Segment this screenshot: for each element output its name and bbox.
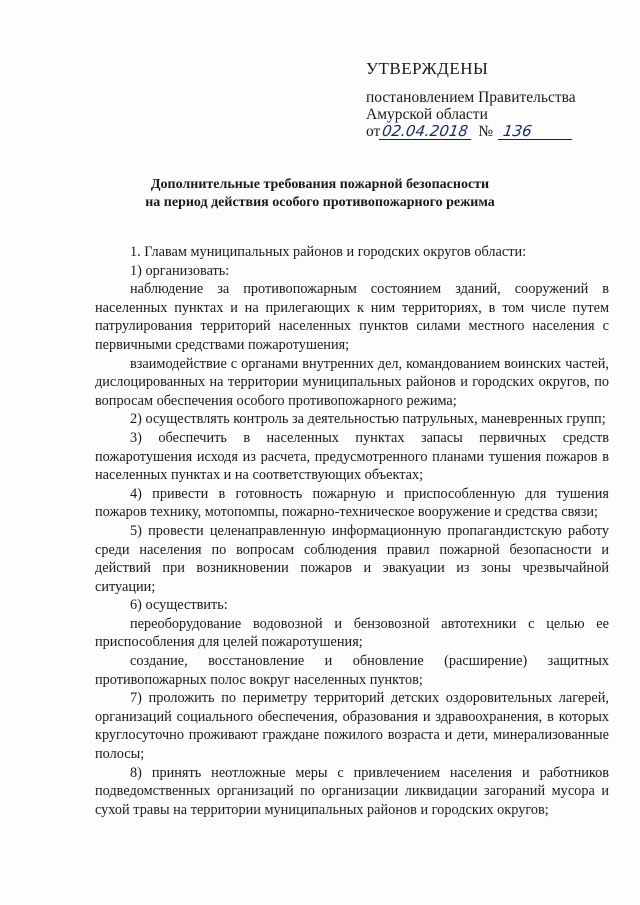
document-title-line-2: на период действия особого противопожарного режима <box>145 195 495 210</box>
approval-block <box>366 60 606 140</box>
handwritten-number: 136 <box>498 124 574 140</box>
paragraph: переоборудование водовозной и бензовозной автотехники с целью ее приспособления для целей пожаротушения; <box>95 615 609 651</box>
paragraph: наблюдение за противопожарным состоянием зданий, сооружений в населенных пунктах и на прилегающих к ним территориях, в том числе путем патрулирования территорий населенных пунктов силами местного населения с первичными средствами пожаротушения; <box>95 281 609 353</box>
paragraph: 4) привести в готовность пожарную и приспособленную для тушения пожаров технику, мотопомпы, пожарно-техническое вооружение и средства связи; <box>95 485 609 521</box>
paragraph: взаимодействие с органами внутренних дел, командованием воинских частей, дислоцированных на территории муниципальных районов и городских округов, по вопросам обеспечения особого противопожарного режима; <box>95 355 609 409</box>
paragraph: 1. Главам муниципальных районов и городских округов области: <box>130 244 527 260</box>
date-prefix: от <box>366 123 381 140</box>
approval-region-line: Амурской области <box>366 106 488 123</box>
approval-date-number-line <box>366 123 606 140</box>
paragraph: 3) обеспечить в населенных пунктах запасы первичных средств пожаротушения исходя из расчета, предусмотренного планами тушения пожаров в населенных пунктах и на соответствующих объектах; <box>95 429 609 484</box>
document-title-line-1: Дополнительные требования пожарной безопасности <box>150 177 490 192</box>
paragraph: создание, восстановление и обновление (расширение) защитных противопожарных полос вокруг населенных пунктов; <box>95 653 609 688</box>
paragraph: 8) принять неотложные меры с привлечением населения и работников подведомственных организаций по организации ликвидации загораний мусора и сухой травы на территории муниципальных районов и городских округов; <box>95 764 609 818</box>
number-prefix: № <box>478 123 494 140</box>
document-title <box>60 176 580 212</box>
paragraph: 6) осуществить: <box>130 597 228 614</box>
paragraph: 7) проложить по периметру территорий детских оздоровительных лагерей, организаций социального обеспечения, образования и здравоохранения, в которых круглосуточно проживают граждане пожилого возраста и дети, минерализованные полосы; <box>95 690 609 763</box>
approval-title: УТВЕРЖДЕНЫ <box>366 59 489 78</box>
approval-issuer-line: постановлением Правительства <box>366 89 576 106</box>
document-body <box>95 243 609 819</box>
handwritten-date: 02.04.2018 <box>379 124 473 140</box>
paragraph: 5) провести целенаправленную информационную пропагандистскую работу среди населения по вопросам соблюдения правил пожарной безопасности и действий при возникновении пожаров и эвакуации из зоны чрезвычайной ситуации; <box>95 522 609 595</box>
paragraph: 1) организовать: <box>130 262 230 279</box>
paragraph: 2) осуществлять контроль за деятельностью патрульных, маневренных групп; <box>130 411 606 428</box>
